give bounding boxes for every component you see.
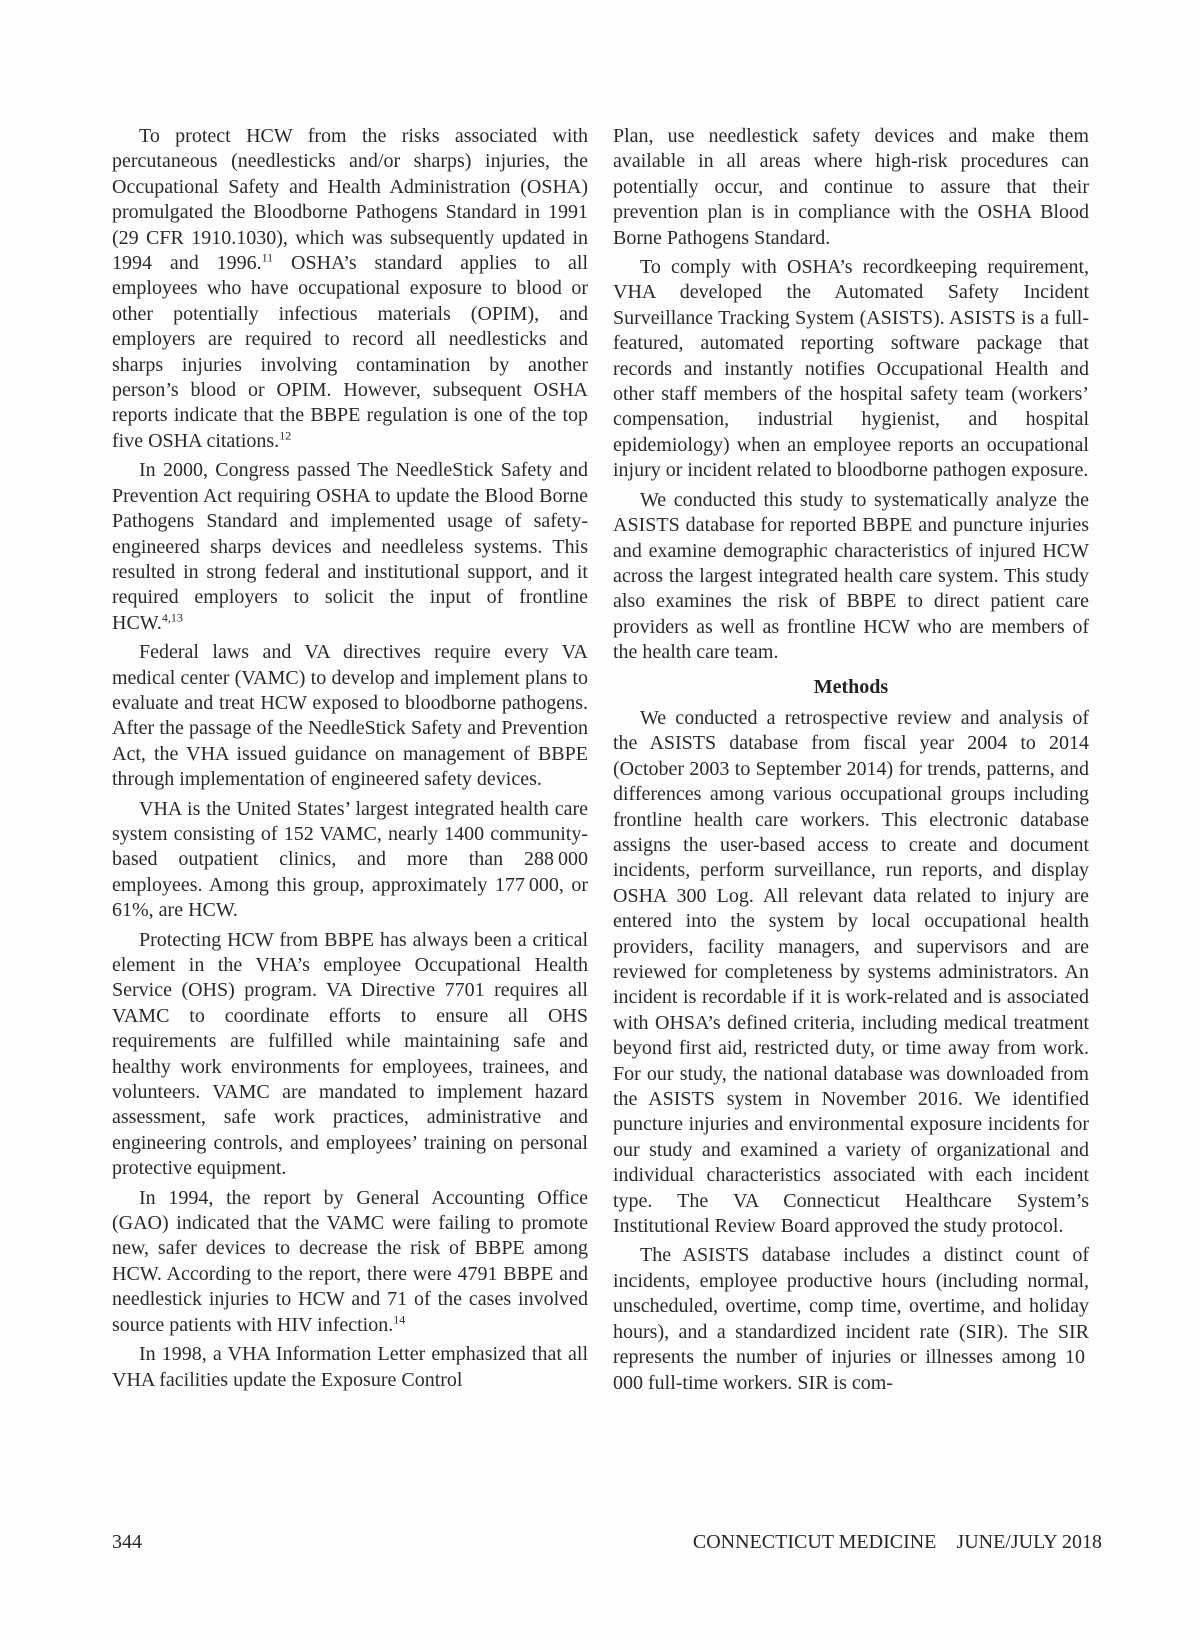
citation-superscript: 4,13 — [161, 610, 183, 625]
citation-superscript: 12 — [279, 428, 292, 443]
paragraph: In 2000, Congress passed The NeedleStick Safety and Prevention Act requiring OSHA to update the Blood Borne Pathogens Standard and implemented usage of safety-engineered sharps devices and needleless systems. This resulted in strong federal and institutional support, and it required employers to solicit the input of frontline HCW.$^{4,13}$ — [112, 459, 588, 634]
paragraph: Plan, use needlestick safety devices and make them available in all areas where high-risk procedures can potentially occur, and continue to assure that their prevention plan is in compliance with the OSHA Blood Borne Pathogens Standard. — [613, 125, 1089, 249]
section-heading: Methods — [813, 675, 889, 698]
page-footer — [112, 1531, 1102, 1554]
journal-name: CONNECTICUT MEDICINE — [692, 1531, 937, 1553]
paragraph: We conducted this study to systematically analyze the ASISTS database for reported BBPE and puncture injuries and examine demographic characteristics of injured HCW across the largest integrated health care system. This study also examines the risk of BBPE to direct patient care providers as well as frontline HCW who are members of the health care team. — [613, 488, 1089, 664]
page-number: 344 — [112, 1531, 142, 1553]
right-column — [613, 124, 1089, 1400]
paragraph: To comply with OSHA’s recordkeeping requirement, VHA developed the Automated Safety Incident Surveillance Tracking System (ASISTS). ASISTS is a full-featured, automated reporting software package that records and instantly notifies Occupational Health and other staff members of the hospital safety team (workers’ compensation, industrial hygienist, and hospital epidemiology) when an employee reports an occupational injury or incident related to bloodborne pathogen exposure. — [613, 256, 1089, 482]
paragraph: In 1998, a VHA Information Letter emphasized that all VHA facilities update the Exposure Control — [112, 1343, 588, 1391]
left-column — [112, 124, 588, 1400]
paragraph: We conducted a retrospective review and analysis of the ASISTS database from fiscal year 2004 to 2014 (October 2003 to September 2014) for trends, patterns, and differences among various occupational groups including frontline health care workers. This electronic database assigns the user-based access to create and document incidents, perform surveillance, run reports, and display OSHA 300 Log. All relevant data related to injury are entered into the system by local occupational health providers, facility managers, and supervisors and are reviewed for completeness by systems administrators. An incident is recordable if it is work-related and is associated with OHSA’s defined criteria, including medical treatment beyond first aid, restricted duty, or time away from work. For our study, the national database was downloaded from the ASISTS system in November 2016. We identified puncture injuries and environmental exposure incidents for our study and examined a variety of organizational and individual characteristics associated with each incident type. The VA Connecticut Healthcare System’s Institutional Review Board approved the study protocol. — [613, 706, 1089, 1238]
article-body — [112, 124, 1090, 1400]
paragraph: In 1994, the report by General Accounting Office (GAO) indicated that the VAMC were failing to promote new, safer devices to decrease the risk of BBPE among HCW. According to the report, there were 4791 BBPE and needlestick injuries to HCW and 71 of the cases involved source patients with HIV infection.$^{14}$ — [112, 1186, 588, 1336]
paragraph: Federal laws and VA directives require every VA medical center (VAMC) to develop and implement plans to evaluate and treat HCW exposed to bloodborne pathogens. After the passage of the NeedleStick Safety and Prevention Act, the VHA issued guidance on management of BBPE through implementation of engineered safety devices. — [112, 641, 588, 791]
paragraph: The ASISTS database includes a distinct count of incidents, employee productive hours (including normal, unscheduled, overtime, comp time, overtime, and holiday hours), and a standardized incident rate (SIR). The SIR represents the number of injuries or illnesses among 10 000 full-time workers. SIR is com- — [613, 1244, 1089, 1394]
paragraph: To protect HCW from the risks associated with percutaneous (needlesticks and/or sharps) injuries, the Occupational Safety and Health Administration (OSHA) promulgated the Bloodborne Pathogens Standard in 1991 (29 CFR 1910.1030), which was subsequently updated in 1994 and 1996.11 OSHA’s standard applies to all employees who have occupational exposure to blood or other potentially infectious materials (OPIM), and employers are required to record all needlesticks and sharps injuries involving contamination by another person’s blood or OPIM. However, subsequent OSHA reports indicate that the BBPE regulation is one of the top five OSHA citations.$^{12}$ — [112, 125, 588, 452]
paragraph: Protecting HCW from BBPE has always been a critical element in the VHA’s employee Occupational Health Service (OHS) program. VA Directive 7701 requires all VAMC to coordinate efforts to ensure all OHS requirements are fulfilled while maintaining safe and healthy work environments for employees, trainees, and volunteers. VAMC are mandated to implement hazard assessment, safe work practices, administrative and engineering controls, and employees’ training on personal protective equipment. — [112, 928, 588, 1180]
issue-date: JUNE/JULY 2018 — [956, 1531, 1102, 1553]
citation-superscript: 14 — [393, 1312, 406, 1327]
footer-journal-line — [693, 1531, 1102, 1554]
citation-superscript: 11 — [261, 250, 274, 265]
paragraph: VHA is the United States’ largest integrated health care system consisting of 152 VAMC, nearly 1400 community-based outpatient clinics, and more than 288 000 employees. Among this group, approximately 177 000, or 61%, are HCW. — [112, 797, 588, 922]
